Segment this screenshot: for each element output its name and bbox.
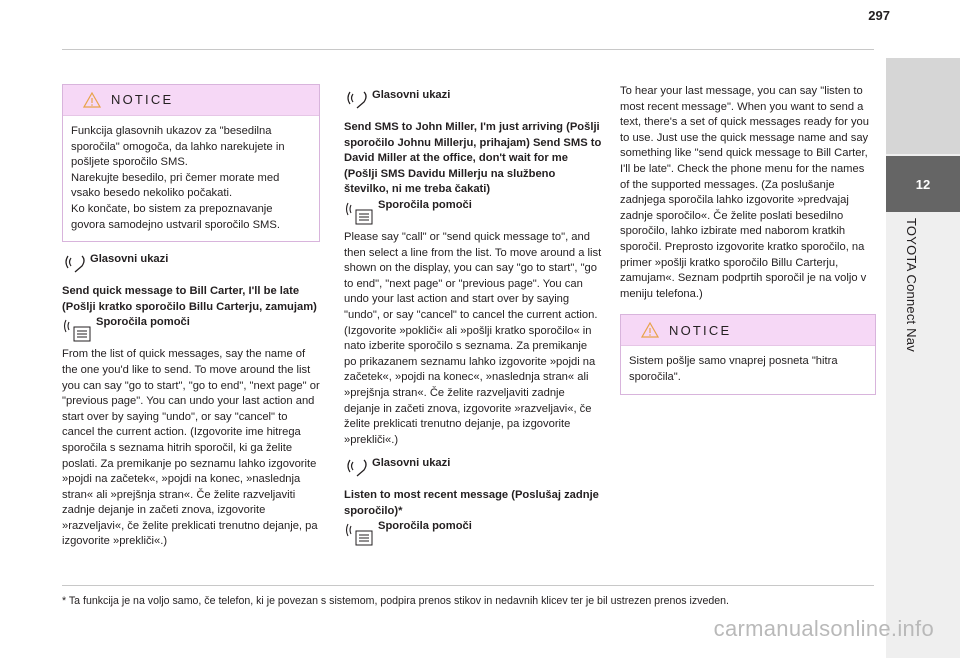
column-3 xyxy=(620,84,876,403)
column-1 xyxy=(62,84,320,550)
warning-triangle-icon xyxy=(641,322,659,338)
side-strip-top xyxy=(886,58,960,154)
help-message-text: Please say "call" or "send quick message to", and then select a line from the list. To move around a list shown on the display, you can say "go to start", "go to end", "next page" or "previous page". You can undo your last action and start over by saying "undo", or say "cancel" to cancel the current action. (Izgovorite »pokliči« ali »pošlji kratko sporočilo« in nato izberite sporočilo s seznama. Za premikanje po prikazanem seznamu lahko izgovorite »pojdi na začetek«, »pojdi na konec«, »naslednja stran« ali »prejšnja stran«. Če želite razveljaviti zadnje dejanje in začeti znova, izgovorite »razveljavi«, če želite preklicati trenutno dejanje, pa izgovorite »prekliči«.) xyxy=(344,230,602,446)
voice-command-icon xyxy=(344,456,372,480)
notice-header xyxy=(621,315,875,346)
notice-line: Funkcija glasovnih ukazov za "besedilna xyxy=(71,125,272,137)
help-message-icon xyxy=(344,198,378,228)
notice-line: Ko končate, bo sistem za prepoznavanje xyxy=(71,202,273,215)
notice-line: govora samodejno ustvaril sporočilo SMS. xyxy=(71,218,280,231)
help-message-icon xyxy=(62,315,96,345)
help-message-header xyxy=(344,519,602,549)
page-number: 297 xyxy=(868,8,890,23)
column-2 xyxy=(344,84,602,549)
chapter-tab xyxy=(886,156,960,212)
warning-triangle-icon xyxy=(83,92,101,108)
notice-box xyxy=(620,314,876,394)
help-message-label: Sporočila pomoči xyxy=(96,316,190,329)
notice-label: NOTICE xyxy=(111,92,174,108)
voice-command-text: Send quick message to Bill Carter, I'll be late (Pošlji kratko sporočilo Billu Carterju, zamujam) xyxy=(62,285,317,313)
voice-command-text: Listen to most recent message (Poslušaj zadnje sporočilo)* xyxy=(344,489,599,517)
notice-line: vsako besedo nekoliko počakati. xyxy=(71,187,233,200)
bottom-divider xyxy=(62,585,874,586)
chapter-number: 12 xyxy=(915,176,931,192)
voice-command-icon xyxy=(344,88,372,112)
voice-command-header xyxy=(344,454,602,480)
help-message-header xyxy=(344,198,602,228)
voice-command-label: Glasovni ukazi xyxy=(90,253,169,266)
notice-body xyxy=(621,346,875,393)
notice-line: sporočila" omogoča, da lahko narekujete in xyxy=(71,140,285,153)
notice-header xyxy=(63,85,319,116)
voice-command-label: Glasovni ukazi xyxy=(372,457,451,470)
notice-line: Narekujte besedilo, pri čemer morate med xyxy=(71,171,280,184)
watermark: carmanualsonline.info xyxy=(713,616,934,641)
footnote: * Ta funkcija je na voljo samo, če telefon, ki je povezan s sistemom, podpira prenos stikov in nedavnih klicev ter je bil ustrezen prenos izveden. xyxy=(62,595,729,607)
voice-command-header xyxy=(344,86,602,112)
voice-command-header xyxy=(62,250,320,276)
help-message-header xyxy=(62,315,320,345)
notice-box xyxy=(62,84,320,242)
notice-body xyxy=(63,116,319,241)
help-message-label: Sporočila pomoči xyxy=(378,520,472,533)
chapter-title: TOYOTA Connect Nav xyxy=(904,218,919,352)
last-message-text: To hear your last message, you can say "listen to most recent message". When you want to send a text, there's a set of quick messages ready for you to use. Just use the quick message name and say something like "send quick message to Bill Carter, I'll be late". Check the phone menu for the names of the supported messages. (Za poslušanje zadnjega sporočila lahko izgovorite »predvajaj zadnje sporočilo«. Če želite poslati besedilno sporočilo, lahko izbirate med naborom kratkih sporočil. Preprosto izgovorite kratko sporočilo, na primer »pošlji kratko sporočilo Billu Carterju, zamujam«. Seznam podprtih sporočil je na voljo v meniju telefona.) xyxy=(620,85,870,300)
voice-command-text: Send SMS to John Miller, I'm just arriving (Pošlji sporočilo Johnu Millerju, prihajam) Send SMS to David Miller at the office, don't wait for me (Pošlji SMS Davidu Millerju na službeno številko, ni me treba čakati) xyxy=(344,121,602,196)
notice-text: Sistem pošlje samo vnaprej posneta "hitra sporočila". xyxy=(629,355,838,383)
notice-label: NOTICE xyxy=(669,322,732,338)
help-message-text: From the list of quick messages, say the name of the one you'd like to send. To move around the list you can say "go to start", "go to end", "next page" or "previous page". You can undo your last action and start over by saying "undo", or say "cancel" to cancel the current action. (Izgovorite ime hitrega sporočila s seznama hitrih sporočil, ki ga želite poslati. Za premikanje po seznamu lahko izgovorite »pojdi na začetek«, »pojdi na konec, »naslednja stran« ali »prejšnja stran«. Če želite razveljaviti zadnje dejanje in začeti znova, izgovorite »razveljavi«, če želite preklicati trenutno dejanje, pa izgovorite »prekliči«.) xyxy=(62,348,320,548)
help-message-label: Sporočila pomoči xyxy=(378,198,472,211)
top-divider xyxy=(62,49,874,50)
voice-command-icon xyxy=(62,252,90,276)
help-message-icon xyxy=(344,519,378,549)
notice-line: pošljete sporočilo SMS. xyxy=(71,156,188,169)
voice-command-label: Glasovni ukazi xyxy=(372,89,451,101)
